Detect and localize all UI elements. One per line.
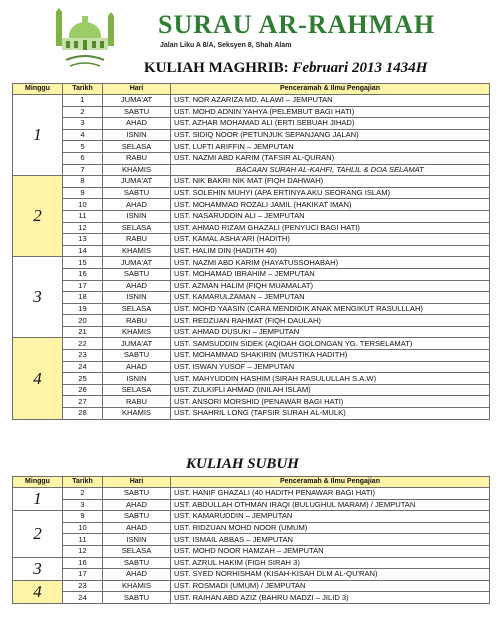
day-cell: JUMA'AT [103, 338, 171, 350]
lecture-cell: UST. MOHAMMAD SHAKIRIN (MUSTIKA HADITH) [171, 350, 490, 362]
day-cell: RABU [103, 315, 171, 327]
table-row [13, 488, 490, 500]
day-cell: RABU [103, 152, 171, 164]
table-header-row [13, 84, 490, 95]
day-cell: KHAMIS [103, 408, 171, 420]
lecture-cell: UST. KAMAL ASHA'ARI (HADITH) [171, 234, 490, 246]
lecture-cell: UST. ISMAIL ABBAS – JEMPUTAN [171, 534, 490, 546]
lecture-cell: UST. AHMAD DUSUKI – JEMPUTAN [171, 326, 490, 338]
table-row [13, 106, 490, 118]
header-hari: Hari [103, 477, 171, 488]
lecture-cell: UST. ZULKIFLI AHMAD (INILAH ISLAM) [171, 384, 490, 396]
lecture-cell: UST. SYED NORHISHAM (KISAH-KISAH DLM AL-QU'RAN) [171, 569, 490, 581]
day-cell: SABTU [103, 557, 171, 569]
day-cell: JUMA'AT [103, 176, 171, 188]
date-cell: 20 [63, 315, 103, 327]
lecture-cell: BACAAN SURAH AL-KAHFI, TAHLIL & DOA SELAMAT [171, 164, 490, 176]
subuh-title: KULIAH SUBUH [186, 456, 299, 472]
date-cell: 13 [63, 234, 103, 246]
date-cell: 22 [63, 338, 103, 350]
lecture-cell: UST. NASARUDDIN ALI – JEMPUTAN [171, 210, 490, 222]
day-cell: SELASA [103, 141, 171, 153]
date-cell: 4 [63, 129, 103, 141]
day-cell: KHAMIS [103, 580, 171, 592]
date-cell: 2 [63, 106, 103, 118]
lecture-cell: UST. SHAHRIL LONG (TAFSIR SURAH AL-MULK) [171, 408, 490, 420]
lecture-cell: UST. MOHAMMAD ROZALI JAMIL (HAKIKAT IMAN) [171, 199, 490, 211]
table-row [13, 373, 490, 385]
lecture-cell: UST. SAMSUDDIN SIDEK (AQIDAH GOLONGAN YG. TERSELAMAT) [171, 338, 490, 350]
date-cell: 8 [63, 176, 103, 188]
date-cell: 27 [63, 396, 103, 408]
lecture-cell: UST. NAZMI ABD KARIM (HAYATUSSOHABAH) [171, 257, 490, 269]
lecture-cell: UST. NOR AZARIZA MD. ALAWI – JEMPUTAN [171, 95, 490, 107]
day-cell: SELASA [103, 303, 171, 315]
date-cell: 3 [63, 118, 103, 130]
date-cell: 17 [63, 569, 103, 581]
day-cell: JUMA'AT [103, 95, 171, 107]
date-cell: 2 [63, 488, 103, 500]
table-row [13, 187, 490, 199]
table-row [13, 545, 490, 557]
date-cell: 12 [63, 545, 103, 557]
header-penceramah: Penceramah & Ilmu Pengajian [171, 477, 490, 488]
lecture-cell: UST. KAMARUDDIN – JEMPUTAN [171, 511, 490, 523]
table-row [13, 141, 490, 153]
lecture-cell: UST. MAHYUDDIN HASHIM (SIRAH RASULULLAH S.A.W) [171, 373, 490, 385]
table-row [13, 315, 490, 327]
header-tarikh: Tarikh [63, 84, 103, 95]
day-cell: SELASA [103, 545, 171, 557]
table-row [13, 408, 490, 420]
day-cell: SABTU [103, 592, 171, 604]
day-cell: AHAD [103, 361, 171, 373]
day-cell: SABTU [103, 511, 171, 523]
date-cell: 15 [63, 257, 103, 269]
table-row [13, 350, 490, 362]
table-row [13, 199, 490, 211]
date-cell: 24 [63, 592, 103, 604]
day-cell: AHAD [103, 522, 171, 534]
date-cell: 23 [63, 350, 103, 362]
address: Jalan Liku A 8/A, Seksyen 8, Shah Alam [160, 42, 292, 49]
table-row [13, 118, 490, 130]
day-cell: AHAD [103, 118, 171, 130]
date-cell: 6 [63, 152, 103, 164]
header-minggu: Minggu [13, 84, 63, 95]
lecture-cell: UST. ROSMADI (UMUM) / JEMPUTAN [171, 580, 490, 592]
header-penceramah: Penceramah & Ilmu Pengajian [171, 84, 490, 95]
day-cell: SELASA [103, 384, 171, 396]
lecture-cell: UST. MOHD NOOR HAMZAH – JEMPUTAN [171, 545, 490, 557]
week-number: 3 [13, 557, 63, 580]
day-cell: RABU [103, 396, 171, 408]
date-cell: 24 [63, 361, 103, 373]
lecture-cell: UST. AZRUL HAKIM (FIGH SIRAH 3) [171, 557, 490, 569]
day-cell: ISNIN [103, 210, 171, 222]
date-cell: 12 [63, 222, 103, 234]
day-cell: SABTU [103, 106, 171, 118]
date-cell: 3 [63, 499, 103, 511]
date-cell: 5 [63, 141, 103, 153]
day-cell: KHAMIS [103, 164, 171, 176]
date-cell: 25 [63, 373, 103, 385]
table-row [13, 176, 490, 188]
table-row [13, 511, 490, 523]
table-row [13, 292, 490, 304]
table-row [13, 534, 490, 546]
lecture-cell: UST. KAMARULZAMAN – JEMPUTAN [171, 292, 490, 304]
date-cell: 23 [63, 580, 103, 592]
table-row [13, 338, 490, 350]
table-row [13, 280, 490, 292]
week-number: 2 [13, 176, 63, 257]
lecture-cell: UST. AHMAD RIZAM GHAZALI (PENYUCI BAGI HATI) [171, 222, 490, 234]
table-row [13, 557, 490, 569]
lecture-cell: UST. ISWAN YUSOF – JEMPUTAN [171, 361, 490, 373]
date-cell: 11 [63, 534, 103, 546]
day-cell: AHAD [103, 499, 171, 511]
lecture-cell: UST. MOHAMAD IBRAHIM – JEMPUTAN [171, 268, 490, 280]
table-row [13, 164, 490, 176]
lecture-cell: UST. ANSORI MORSHID (PENAWAR BAGI HATI) [171, 396, 490, 408]
date-cell: 26 [63, 384, 103, 396]
maghrib-title-main: KULIAH MAGHRIB: [144, 60, 293, 76]
mosque-logo-icon [52, 8, 118, 74]
table-row [13, 361, 490, 373]
table-row [13, 499, 490, 511]
lecture-cell: UST. ABDULLAH OTHMAN IRAQI (BULUGHUL MARAM) / JEMPUTAN [171, 499, 490, 511]
lecture-cell: UST. AZHAR MOHAMAD ALI (ERTI SEBUAH JIHAD) [171, 118, 490, 130]
table-row [13, 257, 490, 269]
date-cell: 16 [63, 268, 103, 280]
date-cell: 9 [63, 187, 103, 199]
lecture-cell: UST. HANIF GHAZALI (40 HADITH PENAWAR BAGI HATI) [171, 488, 490, 500]
week-number: 1 [13, 488, 63, 511]
table-row [13, 210, 490, 222]
lecture-cell: UST. AZMAN HALIM (FIQH MUAMALAT) [171, 280, 490, 292]
lecture-cell: UST. SOLEHIN MUHYI (APA ERTINYA AKU SEORANG ISLAM) [171, 187, 490, 199]
week-number: 2 [13, 511, 63, 557]
date-cell: 7 [63, 164, 103, 176]
date-cell: 9 [63, 511, 103, 523]
day-cell: JUMA'AT [103, 257, 171, 269]
table-header-row [13, 477, 490, 488]
subuh-schedule-table [12, 476, 490, 604]
day-cell: AHAD [103, 569, 171, 581]
table-row [13, 152, 490, 164]
lecture-cell: UST. SIDIQ NOOR (PETUNJUK SEPANJANG JALAN) [171, 129, 490, 141]
day-cell: SELASA [103, 222, 171, 234]
table-row [13, 129, 490, 141]
date-cell: 21 [63, 326, 103, 338]
table-row [13, 522, 490, 534]
day-cell: ISNIN [103, 292, 171, 304]
day-cell: ISNIN [103, 534, 171, 546]
date-cell: 10 [63, 199, 103, 211]
week-number: 1 [13, 95, 63, 176]
lecture-cell: UST. HALIM DIN (HADITH 40) [171, 245, 490, 257]
day-cell: SABTU [103, 268, 171, 280]
day-cell: AHAD [103, 280, 171, 292]
date-cell: 1 [63, 95, 103, 107]
date-cell: 18 [63, 292, 103, 304]
lecture-cell: UST. RAIHAN ABD AZIZ (BAHRU MADZI – JILID 3) [171, 592, 490, 604]
day-cell: ISNIN [103, 373, 171, 385]
day-cell: RABU [103, 234, 171, 246]
mosque-title: SURAU AR-RAHMAH [158, 10, 436, 39]
header-hari: Hari [103, 84, 171, 95]
lecture-cell: UST. NIK BAKRI NIK MAT (FIQH DAHWAH) [171, 176, 490, 188]
lecture-cell: UST. NAZMI ABD KARIM (TAFSIR AL-QURAN) [171, 152, 490, 164]
date-cell: 11 [63, 210, 103, 222]
table-row [13, 222, 490, 234]
lecture-cell: UST. LUFTI ARIFFIN – JEMPUTAN [171, 141, 490, 153]
table-row [13, 326, 490, 338]
day-cell: SABTU [103, 488, 171, 500]
maghrib-schedule-table [12, 83, 490, 420]
maghrib-title [144, 60, 427, 77]
week-number: 3 [13, 257, 63, 338]
week-number: 4 [13, 338, 63, 419]
header-minggu: Minggu [13, 477, 63, 488]
table-row [13, 245, 490, 257]
lecture-cell: UST. RIDZUAN MOHD NOOR (UMUM) [171, 522, 490, 534]
day-cell: ISNIN [103, 129, 171, 141]
lecture-cell: UST. MOHD YAASIN (CARA MENDIDIK ANAK MENGIKUT RASULLLAH) [171, 303, 490, 315]
date-cell: 19 [63, 303, 103, 315]
day-cell: AHAD [103, 199, 171, 211]
lecture-cell: UST. REDZUAN RAHMAT (FIQH DAULAH) [171, 315, 490, 327]
table-row [13, 384, 490, 396]
table-row [13, 592, 490, 604]
day-cell: KHAMIS [103, 326, 171, 338]
week-number: 4 [13, 580, 63, 603]
table-row [13, 234, 490, 246]
date-cell: 16 [63, 557, 103, 569]
table-row [13, 396, 490, 408]
date-cell: 17 [63, 280, 103, 292]
table-row [13, 268, 490, 280]
table-row [13, 580, 490, 592]
day-cell: SABTU [103, 350, 171, 362]
table-row [13, 95, 490, 107]
day-cell: KHAMIS [103, 245, 171, 257]
date-cell: 28 [63, 408, 103, 420]
maghrib-title-month: Februari 2013 1434H [292, 60, 428, 76]
day-cell: SABTU [103, 187, 171, 199]
date-cell: 10 [63, 522, 103, 534]
date-cell: 14 [63, 245, 103, 257]
lecture-cell: UST. MOHD ADNIN YAHYA (PELEMBUT BAGI HATI) [171, 106, 490, 118]
header-tarikh: Tarikh [63, 477, 103, 488]
table-row [13, 569, 490, 581]
table-row [13, 303, 490, 315]
